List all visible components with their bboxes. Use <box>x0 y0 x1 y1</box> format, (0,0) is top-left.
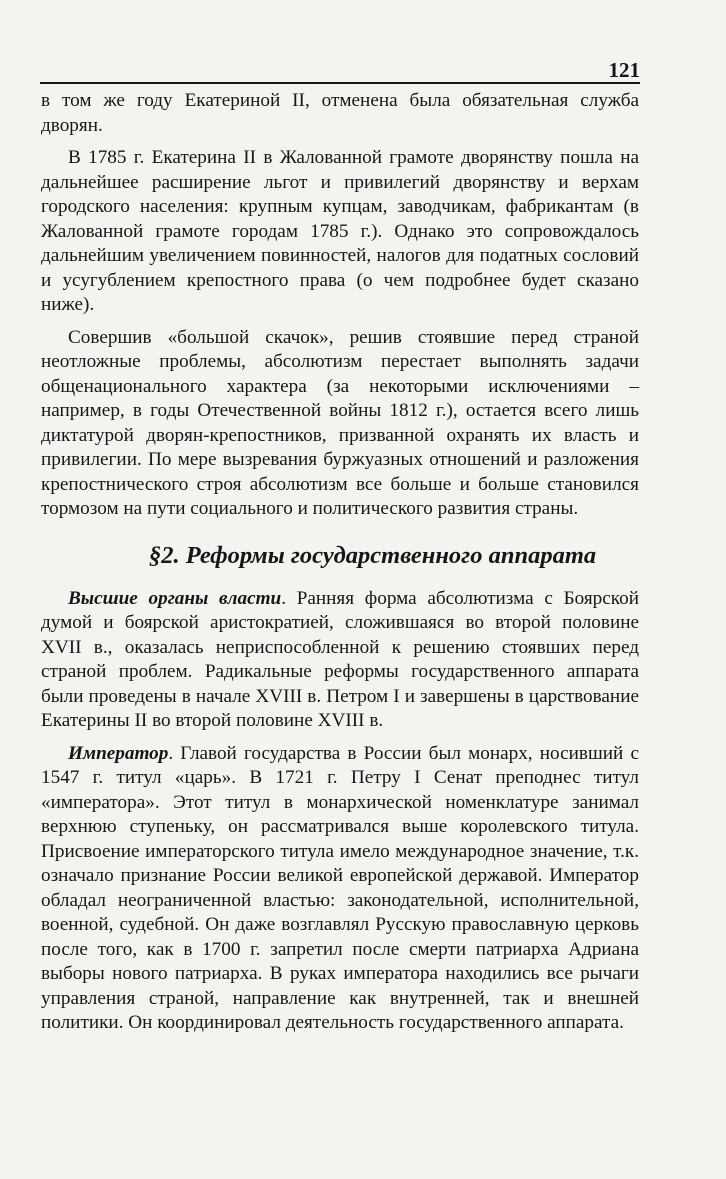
paragraph-3: Совершив «большой скачок», решив стоявшие перед страной неотложные проблемы, абсолютизм перестает выполнять задачи общенационального характера (за некоторыми исключениями – например, в годы Отечественной войны 1812 г.), остается всего лишь диктатурой дворян-крепостников, призванной охранять их власть и привилегии. По мере вызревания буржуазных отношений и разложения крепостнического строя абсолютизм все больше и больше становился тормозом на пути социального и политического развития страны. <box>41 326 639 519</box>
paragraph-4-lead: Высшие органы власти <box>68 587 282 609</box>
paragraph-4 <box>41 587 639 734</box>
paragraph-1: в том же году Екатериной II, отменена была обязательная служба дворян. <box>41 90 639 136</box>
page-number: 121 <box>608 58 640 82</box>
paragraph-5-lead: Император <box>68 742 169 764</box>
paragraph-5 <box>41 742 639 1036</box>
page-body <box>41 89 639 1036</box>
header-rule <box>40 82 640 84</box>
paragraph-4-text: . Ранняя форма абсолютизма с Боярской думой и боярской аристократией, сложившаяся во второй половине XVII в., оказалась неприспособленной к решению стоявших перед страной проблем. Радикальные реформы государственного аппарата были проведены в начале XVIII в. Петром I и завершены в царствование Екатерины II во второй половине XVIII в. <box>41 587 639 731</box>
paragraph-5-text: . Главой государства в России был монарх, носивший с 1547 г. титул «царь». В 1721 г. Петру I Сенат преподнес титул «императора». Этот титул в монархической номенклатуре занимал верхнюю ступеньку, он рассматривался выше королевского титула. Присвоение императорского титула имело международное значение, т.к. означало признание России великой европейской державой. Император обладал неограниченной властью: законодательной, исполнительной, военной, судебной. Он даже возглавлял Русскую православную церковь после того, как в 1700 г. запретил после смерти патриарха Адриана выборы нового патриарха. В руках императора находились все рычаги управления страной, направление как внутренней, так и внешней политики. Он координировал деятельность государственного аппарата. <box>41 742 639 1033</box>
section-heading: §2. Реформы государственного аппарата <box>149 541 597 569</box>
paragraph-2: В 1785 г. Екатерина II в Жалованной грамоте дворянству пошла на дальнейшее расширение льгот и привилегий дворянству и верхам городского населения: крупным купцам, заводчикам, фабрикантам (в Жалованной грамоте городам 1785 г.). Однако это сопровождалось дальнейшим увеличением повинностей, налогов для податных сословий и усугублением крепостного права (о чем подробнее будет сказано ниже). <box>41 147 639 315</box>
